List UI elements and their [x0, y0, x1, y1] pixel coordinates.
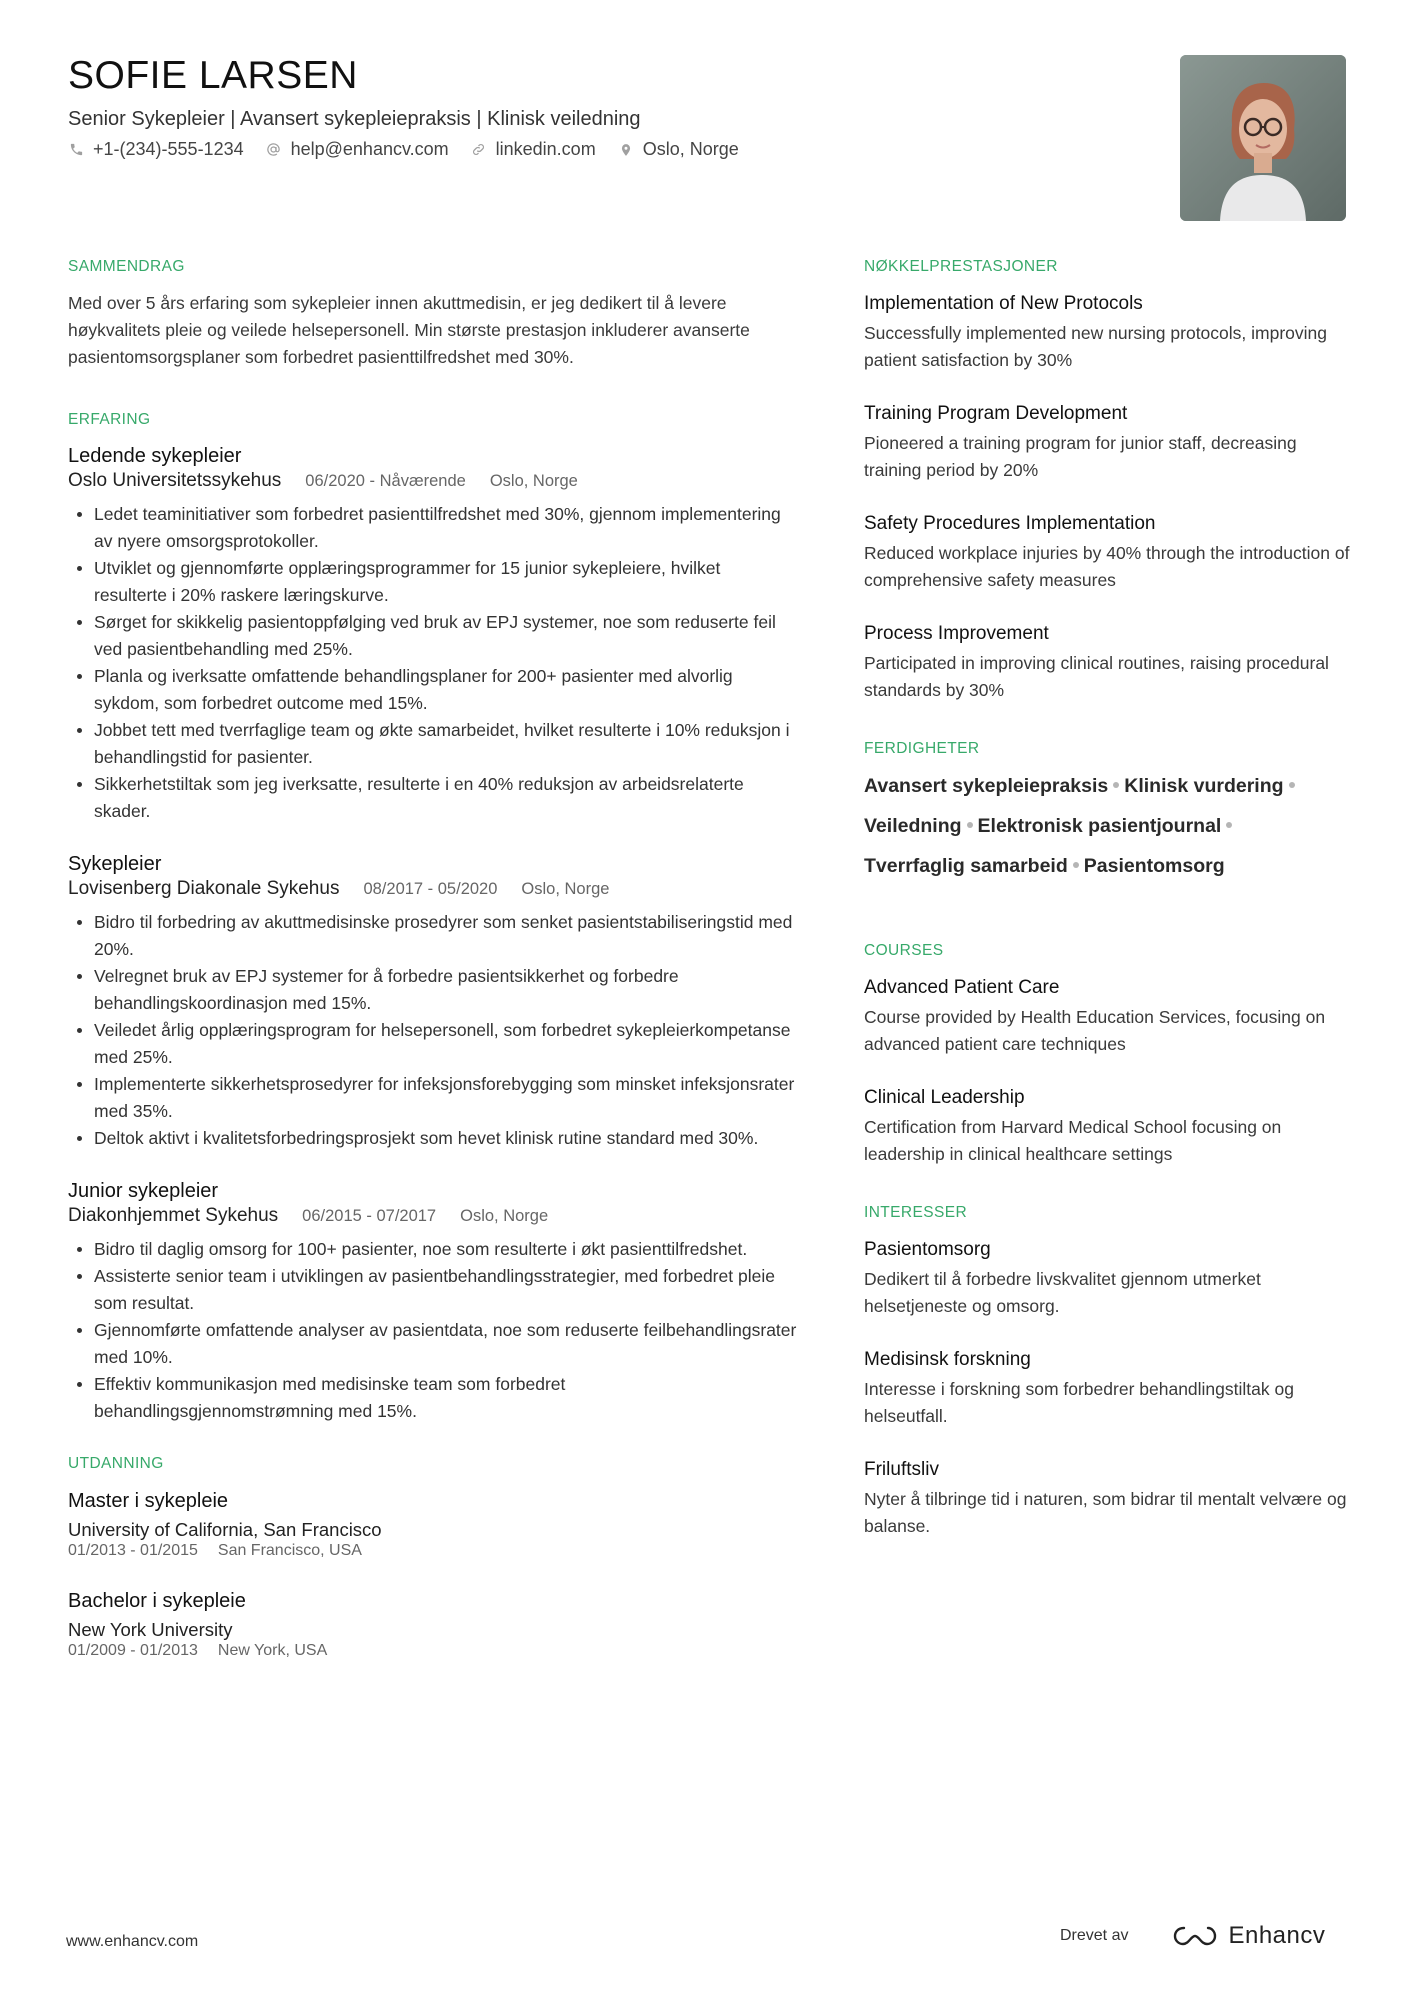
- achievement-item: [864, 290, 1354, 374]
- achievement-item: [864, 620, 1354, 704]
- achievement-title: Process Improvement: [864, 623, 1049, 644]
- summary-section: [68, 258, 798, 371]
- job-location: Oslo, Norge: [521, 880, 610, 898]
- contact-phone-text: +1-(234)-555-1234: [93, 139, 244, 159]
- education-location: San Francisco, USA: [217, 1542, 362, 1559]
- skill-tag: Elektronisk pasientjournal: [977, 815, 1222, 837]
- interest-item: [864, 1346, 1354, 1430]
- candidate-name: SOFIE LARSEN: [68, 54, 358, 97]
- achievement-desc: Participated in improving clinical routines, raising procedural standards by 30%: [864, 653, 1329, 700]
- left-column: [68, 258, 798, 1701]
- course-title: Advanced Patient Care: [864, 977, 1060, 998]
- achievements-heading: NØKKELPRESTASJONER: [864, 258, 1058, 275]
- job-dates: 08/2017 - 05/2020: [363, 880, 498, 898]
- interest-title: Pasientomsorg: [864, 1239, 991, 1260]
- interest-desc: Nyter å tilbringe tid i naturen, som bidrar til mentalt velvære og balanse.: [864, 1489, 1347, 1536]
- job-entry: [68, 1178, 798, 1425]
- education-section: [68, 1455, 798, 1661]
- skill-tag: Avansert sykepleiepraksis: [864, 775, 1109, 797]
- achievement-title: Training Program Development: [864, 403, 1128, 424]
- contact-location: [618, 139, 739, 160]
- education-dates: 01/2009 - 01/2013: [68, 1642, 198, 1659]
- job-dates: 06/2020 - Nåværende: [305, 472, 466, 490]
- education-degree: Master i sykepleie: [68, 1490, 229, 1512]
- achievements-section: [864, 258, 1354, 704]
- job-bullet: Assisterte senior team i utviklingen av pasientbehandlingsstrategier, med forbedret pleie som resultat.: [68, 1263, 798, 1317]
- job-bullet: Deltok aktivt i kvalitetsforbedringsprosjekt som hevet klinisk rutine standard med 30%.: [68, 1125, 798, 1152]
- job-bullet: Implementerte sikkerhetsprosedyrer for infeksjonsforebygging som minsket infeksjonsrater med 35%.: [68, 1071, 798, 1125]
- contact-location-text: Oslo, Norge: [642, 139, 739, 159]
- achievement-desc: Reduced workplace injuries by 40% through the introduction of comprehensive safety measures: [864, 543, 1350, 590]
- job-bullets: [68, 501, 798, 825]
- enhancv-logo-icon: [1172, 1924, 1218, 1948]
- education-heading: UTDANNING: [68, 1455, 164, 1472]
- job-company: Oslo Universitetssykehus: [68, 470, 282, 491]
- interests-section: [864, 1204, 1354, 1540]
- job-title: Ledende sykepleier: [68, 445, 242, 467]
- skill-tag: Klinisk vurdering: [1124, 775, 1284, 797]
- job-bullet: Veiledet årlig opplæringsprogram for helsepersonell, som forbedret sykepleierkompetanse med 25%.: [68, 1017, 798, 1071]
- skills-row: [864, 772, 1354, 800]
- job-company: Diakonhjemmet Sykehus: [68, 1205, 279, 1226]
- job-title: Sykepleier: [68, 853, 162, 875]
- contact-email-text: help@enhancv.com: [290, 139, 449, 159]
- separator-dot-icon: [1113, 782, 1119, 788]
- skills-row: [864, 812, 1354, 840]
- achievement-title: Safety Procedures Implementation: [864, 513, 1156, 534]
- job-title: Junior sykepleier: [68, 1180, 219, 1202]
- course-desc: Course provided by Health Education Services, focusing on advanced patient care techniques: [864, 1007, 1326, 1054]
- enhancv-logo-text: Enhancv: [1228, 1922, 1326, 1949]
- education-meta: [68, 1641, 798, 1661]
- separator-dot-icon: [1289, 782, 1295, 788]
- contact-bar: [68, 139, 1128, 160]
- course-item: [864, 974, 1354, 1058]
- job-bullet: Sørget for skikkelig pasientoppfølging ved bruk av EPJ systemer, noe som reduserte feil ved pasientbehandling med 25%.: [68, 609, 798, 663]
- interest-desc: Dedikert til å forbedre livskvalitet gjennom utmerket helsetjeneste og omsorg.: [864, 1269, 1261, 1316]
- phone-icon: [68, 142, 84, 158]
- course-title: Clinical Leadership: [864, 1087, 1025, 1108]
- education-school: University of California, San Francisco: [68, 1519, 382, 1540]
- footer-branding: [1060, 1922, 1325, 1950]
- job-dates: 06/2015 - 07/2017: [302, 1207, 437, 1225]
- course-desc: Certification from Harvard Medical School focusing on leadership in clinical healthcare settings: [864, 1117, 1282, 1164]
- candidate-tagline: Senior Sykepleier | Avansert sykepleiepraksis | Klinisk veiledning: [68, 108, 641, 130]
- job-entry: [68, 443, 798, 825]
- education-meta: [68, 1541, 798, 1561]
- enhancv-logo[interactable]: [1172, 1922, 1325, 1950]
- separator-dot-icon: [1073, 862, 1079, 868]
- separator-dot-icon: [967, 822, 973, 828]
- job-bullet: Bidro til daglig omsorg for 100+ pasienter, noe som resulterte i økt pasienttilfredshet.: [68, 1236, 798, 1263]
- experience-heading: ERFARING: [68, 411, 151, 428]
- achievement-item: [864, 400, 1354, 484]
- summary-text: Med over 5 års erfaring som sykepleier innen akuttmedisin, er jeg dedikert til å levere høykvalitets pleie og veilede helsepersonell. Min største prestasjon inkluderer avanserte pasientomsorgsplaner som forbedret pasienttilfredshet med 30%.: [68, 293, 750, 367]
- achievement-desc: Pioneered a training program for junior staff, decreasing training period by 20%: [864, 433, 1297, 480]
- interests-heading: INTERESSER: [864, 1204, 968, 1221]
- job-location: Oslo, Norge: [489, 472, 578, 490]
- interest-item: [864, 1236, 1354, 1320]
- job-meta: [68, 1204, 798, 1228]
- education-location: New York, USA: [217, 1642, 328, 1659]
- link-icon: [471, 142, 487, 158]
- achievement-desc: Successfully implemented new nursing protocols, improving patient satisfaction by 30%: [864, 323, 1327, 370]
- skills-heading: FERDIGHETER: [864, 740, 980, 757]
- job-company: Lovisenberg Diakonale Sykehus: [68, 878, 340, 899]
- job-meta: [68, 469, 798, 493]
- skills-row: [864, 852, 1354, 880]
- powered-by-label: Drevet av: [1060, 1927, 1129, 1944]
- summary-heading: SAMMENDRAG: [68, 258, 185, 275]
- interest-desc: Interesse i forskning som forbedrer behandlingstiltak og helseutfall.: [864, 1379, 1294, 1426]
- job-bullet: Utviklet og gjennomførte opplæringsprogrammer for 15 junior sykepleiere, hvilket resulterte i 20% raskere læringskurve.: [68, 555, 798, 609]
- job-bullet: Effektiv kommunikasjon med medisinske team som forbedret behandlingsgjennomstrømning med 15%.: [68, 1371, 798, 1425]
- job-bullet: Velregnet bruk av EPJ systemer for å forbedre pasientsikkerhet og forbedre behandlingskoordinasjon med 15%.: [68, 963, 798, 1017]
- interest-item: [864, 1456, 1354, 1540]
- footer-website[interactable]: www.enhancv.com: [66, 1933, 199, 1950]
- education-degree: Bachelor i sykepleie: [68, 1590, 246, 1612]
- course-item: [864, 1084, 1354, 1168]
- courses-heading: COURSES: [864, 942, 944, 959]
- resume-header: [68, 54, 1128, 160]
- achievement-item: [864, 510, 1354, 594]
- skills-section: [864, 740, 1354, 880]
- right-column: [864, 258, 1354, 1580]
- skill-tag: Pasientomsorg: [1083, 855, 1225, 877]
- education-dates: 01/2013 - 01/2015: [68, 1542, 198, 1559]
- job-bullet: Sikkerhetstiltak som jeg iverksatte, resulterte i en 40% reduksjon av arbeidsrelaterte skader.: [68, 771, 798, 825]
- contact-linkedin-text: linkedin.com: [495, 139, 596, 159]
- job-bullets: [68, 909, 798, 1152]
- job-entry: [68, 851, 798, 1152]
- courses-section: [864, 942, 1354, 1168]
- skill-tag: Tverrfaglig samarbeid: [864, 855, 1068, 877]
- contact-email[interactable]: [266, 139, 449, 160]
- at-icon: [266, 142, 282, 158]
- profile-photo: [1180, 55, 1346, 221]
- achievement-title: Implementation of New Protocols: [864, 293, 1143, 314]
- interest-title: Friluftsliv: [864, 1459, 939, 1480]
- job-bullet: Jobbet tett med tverrfaglige team og økte samarbeidet, hvilket resulterte i 10% reduksjon i behandlingstid for pasienter.: [68, 717, 798, 771]
- job-bullets: [68, 1236, 798, 1425]
- experience-section: [68, 411, 798, 1425]
- separator-dot-icon: [1226, 822, 1232, 828]
- contact-linkedin[interactable]: [471, 139, 596, 160]
- job-bullet: Planla og iverksatte omfattende behandlingsplaner for 200+ pasienter med alvorlig sykdom, som forbedret outcome med 15%.: [68, 663, 798, 717]
- contact-phone[interactable]: [68, 139, 244, 160]
- job-meta: [68, 877, 798, 901]
- skill-tag: Veiledning: [864, 815, 962, 837]
- education-entry: [68, 1487, 798, 1561]
- job-location: Oslo, Norge: [460, 1207, 549, 1225]
- location-pin-icon: [618, 142, 634, 158]
- job-bullet: Bidro til forbedring av akuttmedisinske prosedyrer som senket pasientstabiliseringstid med 20%.: [68, 909, 798, 963]
- education-school: New York University: [68, 1619, 233, 1640]
- education-entry: [68, 1587, 798, 1661]
- job-bullet: Gjennomførte omfattende analyser av pasientdata, noe som reduserte feilbehandlingsrater med 10%.: [68, 1317, 798, 1371]
- job-bullet: Ledet teaminitiativer som forbedret pasienttilfredshet med 30%, gjennom implementering av nyere omsorgsprotokoller.: [68, 501, 798, 555]
- interest-title: Medisinsk forskning: [864, 1349, 1031, 1370]
